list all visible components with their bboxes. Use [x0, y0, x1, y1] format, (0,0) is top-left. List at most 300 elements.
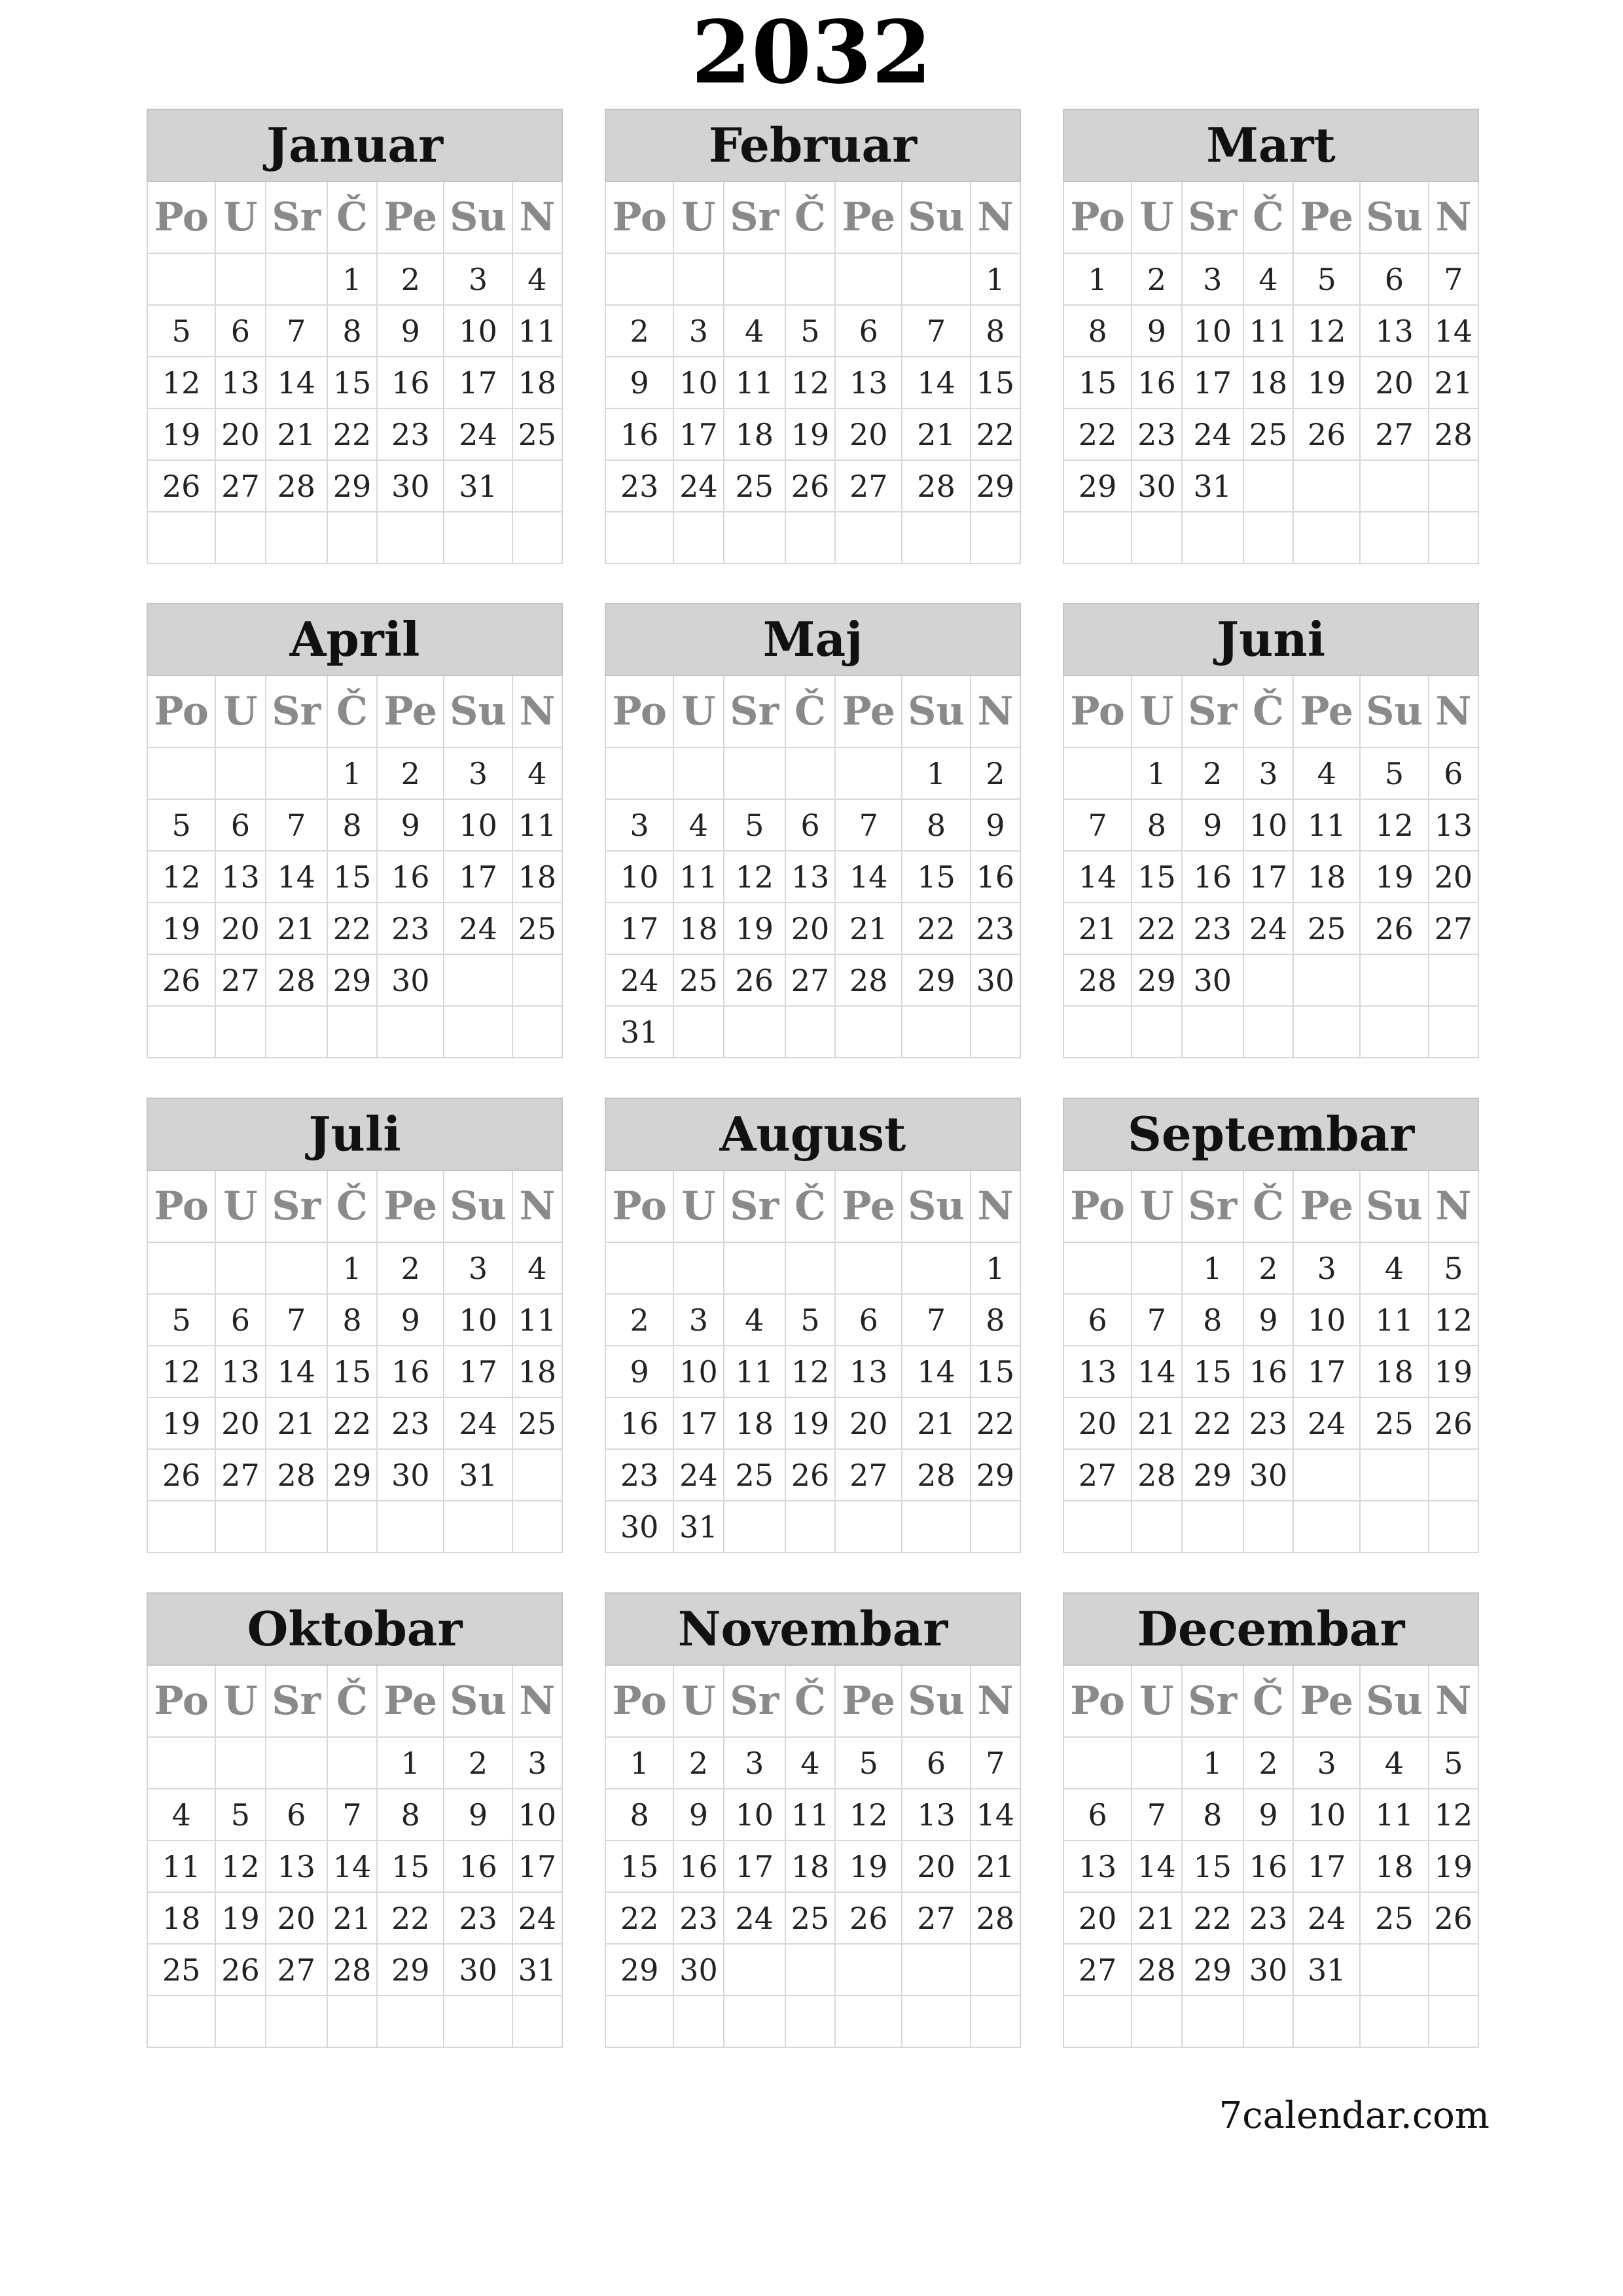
weekday-header: Su: [444, 1666, 512, 1737]
month-decembar: [1063, 1592, 1479, 2047]
empty-day-cell: [1243, 1996, 1293, 2047]
day-cell: 21: [1132, 1397, 1181, 1449]
day-cell: 3: [673, 305, 723, 357]
day-cell: 16: [444, 1840, 512, 1892]
day-cell: 31: [512, 1944, 562, 1996]
day-cell: 1: [1132, 747, 1181, 799]
day-cell: 11: [1360, 1294, 1428, 1346]
day-cell: 18: [1360, 1840, 1428, 1892]
day-cell: 25: [1243, 408, 1293, 460]
day-cell: 8: [1063, 305, 1132, 357]
day-cell: 28: [1132, 1944, 1181, 1996]
day-cell: 19: [1293, 357, 1360, 408]
week-row: [147, 1737, 562, 1789]
day-cell: 8: [377, 1789, 444, 1840]
empty-day-cell: [902, 1996, 970, 2047]
day-cell: 7: [902, 305, 970, 357]
day-cell: 11: [147, 1840, 215, 1892]
empty-day-cell: [512, 1501, 562, 1552]
day-cell: 31: [605, 1006, 673, 1058]
week-row: [605, 408, 1020, 460]
day-cell: 28: [266, 460, 327, 512]
weekday-header: Pe: [1293, 676, 1360, 747]
weekday-header: Su: [1360, 676, 1428, 747]
empty-day-cell: [444, 1996, 512, 2047]
weekday-header: N: [1429, 1666, 1478, 1737]
empty-day-cell: [1360, 1501, 1428, 1552]
day-cell: 9: [1132, 305, 1181, 357]
weekday-header: N: [1429, 676, 1478, 747]
week-row: [1063, 903, 1478, 954]
day-cell: 25: [1293, 903, 1360, 954]
weekday-header: Pe: [835, 676, 902, 747]
empty-day-cell: [512, 954, 562, 1006]
day-cell: 10: [673, 357, 723, 408]
day-cell: 15: [327, 357, 377, 408]
day-cell: 28: [902, 1449, 970, 1501]
empty-day-cell: [673, 1006, 723, 1058]
day-cell: 26: [215, 1944, 265, 1996]
day-cell: 4: [724, 305, 785, 357]
day-cell: 16: [1243, 1346, 1293, 1397]
day-cell: 21: [266, 1397, 327, 1449]
day-cell: 17: [673, 408, 723, 460]
day-cell: 15: [971, 357, 1020, 408]
day-cell: 26: [835, 1892, 902, 1944]
week-row: [1063, 1944, 1478, 1996]
day-cell: 23: [377, 1397, 444, 1449]
day-cell: 15: [327, 1346, 377, 1397]
day-cell: 31: [444, 1449, 512, 1501]
day-cell: 2: [1182, 747, 1243, 799]
day-cell: 20: [215, 408, 265, 460]
week-row: [605, 747, 1020, 799]
day-cell: 20: [902, 1840, 970, 1892]
empty-day-cell: [902, 1501, 970, 1552]
weekday-header: Pe: [835, 1171, 902, 1242]
day-cell: 26: [785, 460, 835, 512]
day-cell: 26: [785, 1449, 835, 1501]
empty-day-cell: [1243, 1501, 1293, 1552]
day-cell: 28: [266, 954, 327, 1006]
day-cell: 19: [1429, 1840, 1478, 1892]
week-row: [605, 1242, 1020, 1294]
weekday-header: Su: [1360, 182, 1428, 253]
week-row: [1063, 253, 1478, 305]
week-row: [147, 1294, 562, 1346]
empty-day-cell: [266, 1006, 327, 1058]
empty-day-cell: [215, 747, 265, 799]
empty-day-cell: [724, 1006, 785, 1058]
empty-day-cell: [785, 253, 835, 305]
day-cell: 18: [147, 1892, 215, 1944]
day-cell: 31: [1293, 1944, 1360, 1996]
empty-day-cell: [215, 1242, 265, 1294]
week-row: [605, 1449, 1020, 1501]
day-cell: 30: [444, 1944, 512, 1996]
week-row: [147, 1501, 562, 1552]
day-cell: 10: [444, 799, 512, 851]
empty-day-cell: [1360, 1449, 1428, 1501]
day-cell: 19: [785, 1397, 835, 1449]
day-cell: 13: [1360, 305, 1428, 357]
weekday-header: Č: [1243, 1666, 1293, 1737]
week-row: [147, 799, 562, 851]
day-cell: 5: [1429, 1242, 1478, 1294]
weekday-header: Su: [1360, 1171, 1428, 1242]
day-cell: 23: [605, 460, 673, 512]
day-cell: 28: [902, 460, 970, 512]
day-cell: 3: [444, 747, 512, 799]
day-cell: 15: [1063, 357, 1132, 408]
day-cell: 27: [785, 954, 835, 1006]
empty-day-cell: [835, 1944, 902, 1996]
day-cell: 22: [605, 1892, 673, 1944]
weekday-header: Po: [605, 182, 673, 253]
day-cell: 2: [971, 747, 1020, 799]
day-cell: 2: [377, 747, 444, 799]
week-row: [147, 460, 562, 512]
day-cell: 15: [1182, 1346, 1243, 1397]
week-row: [1063, 1397, 1478, 1449]
empty-day-cell: [673, 253, 723, 305]
day-cell: 5: [147, 305, 215, 357]
footer-site-link[interactable]: 7calendar.com: [1219, 2094, 1489, 2137]
empty-day-cell: [605, 747, 673, 799]
day-cell: 1: [971, 1242, 1020, 1294]
day-cell: 13: [835, 357, 902, 408]
day-cell: 21: [266, 408, 327, 460]
empty-day-cell: [1243, 1006, 1293, 1058]
weekday-header: Sr: [266, 676, 327, 747]
empty-day-cell: [673, 1996, 723, 2047]
month-day-grid: [605, 1171, 1021, 1553]
empty-day-cell: [1429, 1501, 1478, 1552]
weekday-header: N: [512, 182, 562, 253]
day-cell: 5: [1293, 253, 1360, 305]
week-row: [605, 1006, 1020, 1058]
day-cell: 28: [327, 1944, 377, 1996]
day-cell: 26: [724, 954, 785, 1006]
day-cell: 19: [147, 1397, 215, 1449]
empty-day-cell: [377, 1996, 444, 2047]
day-cell: 31: [444, 460, 512, 512]
empty-day-cell: [512, 1449, 562, 1501]
weekday-header: N: [971, 676, 1020, 747]
empty-day-cell: [327, 1996, 377, 2047]
empty-day-cell: [1063, 1737, 1132, 1789]
empty-day-cell: [785, 1944, 835, 1996]
month-day-grid: [147, 1171, 563, 1553]
empty-day-cell: [724, 747, 785, 799]
day-cell: 8: [971, 305, 1020, 357]
day-cell: 22: [1182, 1397, 1243, 1449]
empty-day-cell: [512, 1006, 562, 1058]
week-row: [1063, 1294, 1478, 1346]
week-row: [147, 1789, 562, 1840]
day-cell: 20: [835, 1397, 902, 1449]
day-cell: 27: [1429, 903, 1478, 954]
empty-day-cell: [1132, 1996, 1181, 2047]
day-cell: 30: [1243, 1449, 1293, 1501]
week-row: [147, 512, 562, 564]
day-cell: 7: [266, 1294, 327, 1346]
week-row: [1063, 1892, 1478, 1944]
week-row: [1063, 1789, 1478, 1840]
day-cell: 23: [1243, 1397, 1293, 1449]
day-cell: 28: [1429, 408, 1478, 460]
month-name: April: [147, 603, 563, 676]
empty-day-cell: [1293, 954, 1360, 1006]
empty-day-cell: [444, 1006, 512, 1058]
empty-day-cell: [1243, 954, 1293, 1006]
empty-day-cell: [724, 512, 785, 564]
week-row: [605, 1346, 1020, 1397]
day-cell: 23: [444, 1892, 512, 1944]
day-cell: 9: [377, 799, 444, 851]
day-cell: 24: [1182, 408, 1243, 460]
day-cell: 13: [902, 1789, 970, 1840]
empty-day-cell: [902, 1006, 970, 1058]
empty-day-cell: [215, 1996, 265, 2047]
weekday-header: U: [215, 676, 265, 747]
day-cell: 11: [512, 305, 562, 357]
day-cell: 22: [327, 408, 377, 460]
day-cell: 22: [1132, 903, 1181, 954]
day-cell: 12: [785, 1346, 835, 1397]
day-cell: 28: [1063, 954, 1132, 1006]
day-cell: 18: [724, 408, 785, 460]
weekday-header: Č: [327, 1666, 377, 1737]
week-row: [147, 1892, 562, 1944]
day-cell: 17: [605, 903, 673, 954]
day-cell: 8: [1182, 1294, 1243, 1346]
day-cell: 8: [902, 799, 970, 851]
day-cell: 12: [147, 851, 215, 903]
day-cell: 15: [377, 1840, 444, 1892]
empty-day-cell: [1360, 1996, 1428, 2047]
weekday-header: Č: [327, 676, 377, 747]
day-cell: 27: [1063, 1944, 1132, 1996]
day-cell: 12: [1429, 1789, 1478, 1840]
day-cell: 23: [377, 903, 444, 954]
day-cell: 17: [444, 1346, 512, 1397]
week-row: [147, 357, 562, 408]
day-cell: 6: [835, 1294, 902, 1346]
day-cell: 5: [1429, 1737, 1478, 1789]
month-juni: [1063, 603, 1479, 1057]
week-row: [605, 1294, 1020, 1346]
day-cell: 14: [1132, 1346, 1181, 1397]
day-cell: 23: [605, 1449, 673, 1501]
day-cell: 18: [673, 903, 723, 954]
day-cell: 9: [377, 305, 444, 357]
weekday-header: Po: [1063, 1666, 1132, 1737]
day-cell: 3: [1243, 747, 1293, 799]
day-cell: 18: [1243, 357, 1293, 408]
day-cell: 19: [835, 1840, 902, 1892]
week-row: [147, 851, 562, 903]
day-cell: 24: [512, 1892, 562, 1944]
week-row: [147, 1346, 562, 1397]
day-cell: 21: [266, 903, 327, 954]
day-cell: 26: [1429, 1397, 1478, 1449]
empty-day-cell: [1132, 1737, 1181, 1789]
day-cell: 1: [327, 1242, 377, 1294]
week-row: [605, 512, 1020, 564]
day-cell: 1: [327, 253, 377, 305]
week-row: [1063, 408, 1478, 460]
day-cell: 9: [1182, 799, 1243, 851]
empty-day-cell: [327, 1501, 377, 1552]
weekday-header: Sr: [724, 676, 785, 747]
day-cell: 8: [327, 799, 377, 851]
week-row: [1063, 1996, 1478, 2047]
day-cell: 30: [971, 954, 1020, 1006]
empty-day-cell: [147, 253, 215, 305]
month-day-grid: [147, 1666, 563, 2048]
day-cell: 9: [971, 799, 1020, 851]
weekday-header: N: [971, 1666, 1020, 1737]
day-cell: 9: [605, 1346, 673, 1397]
day-cell: 4: [1293, 747, 1360, 799]
empty-day-cell: [1293, 512, 1360, 564]
day-cell: 11: [1293, 799, 1360, 851]
empty-day-cell: [1182, 1006, 1243, 1058]
empty-day-cell: [835, 253, 902, 305]
day-cell: 28: [266, 1449, 327, 1501]
day-cell: 2: [673, 1737, 723, 1789]
day-cell: 24: [673, 1449, 723, 1501]
empty-day-cell: [1063, 747, 1132, 799]
weekday-header: Po: [1063, 182, 1132, 253]
day-cell: 2: [1243, 1242, 1293, 1294]
month-name: Januar: [147, 109, 563, 182]
empty-day-cell: [902, 253, 970, 305]
weekday-header: N: [512, 1171, 562, 1242]
empty-day-cell: [1182, 512, 1243, 564]
month-name: Juli: [147, 1098, 563, 1171]
empty-day-cell: [512, 460, 562, 512]
empty-day-cell: [835, 1006, 902, 1058]
day-cell: 1: [377, 1737, 444, 1789]
day-cell: 8: [1182, 1789, 1243, 1840]
day-cell: 14: [1063, 851, 1132, 903]
weekday-header: Č: [785, 182, 835, 253]
month-januar: [147, 109, 563, 563]
week-row: [605, 1996, 1020, 2047]
empty-day-cell: [266, 512, 327, 564]
weekday-header: Pe: [377, 1666, 444, 1737]
day-cell: 6: [215, 1294, 265, 1346]
day-cell: 4: [1360, 1737, 1428, 1789]
day-cell: 18: [785, 1840, 835, 1892]
day-cell: 16: [673, 1840, 723, 1892]
day-cell: 11: [512, 799, 562, 851]
day-cell: 23: [1182, 903, 1243, 954]
empty-day-cell: [215, 1501, 265, 1552]
empty-day-cell: [1293, 1996, 1360, 2047]
empty-day-cell: [605, 253, 673, 305]
week-row: [147, 1944, 562, 1996]
day-cell: 25: [1360, 1892, 1428, 1944]
day-cell: 7: [971, 1737, 1020, 1789]
day-cell: 4: [724, 1294, 785, 1346]
day-cell: 18: [512, 851, 562, 903]
day-cell: 2: [605, 1294, 673, 1346]
day-cell: 4: [785, 1737, 835, 1789]
day-cell: 24: [1243, 903, 1293, 954]
day-cell: 12: [147, 1346, 215, 1397]
week-row: [147, 954, 562, 1006]
day-cell: 27: [1360, 408, 1428, 460]
empty-day-cell: [971, 512, 1020, 564]
day-cell: 7: [902, 1294, 970, 1346]
empty-day-cell: [1063, 1242, 1132, 1294]
day-cell: 14: [266, 1346, 327, 1397]
day-cell: 5: [835, 1737, 902, 1789]
day-cell: 22: [971, 1397, 1020, 1449]
week-row: [605, 799, 1020, 851]
day-cell: 3: [512, 1737, 562, 1789]
day-cell: 30: [377, 954, 444, 1006]
day-cell: 16: [1243, 1840, 1293, 1892]
day-cell: 23: [971, 903, 1020, 954]
day-cell: 13: [1063, 1840, 1132, 1892]
day-cell: 3: [1293, 1737, 1360, 1789]
month-name: Juni: [1063, 603, 1479, 676]
day-cell: 14: [1429, 305, 1478, 357]
day-cell: 14: [1132, 1840, 1181, 1892]
weekday-header: Po: [605, 1171, 673, 1242]
day-cell: 17: [1293, 1346, 1360, 1397]
empty-day-cell: [902, 1242, 970, 1294]
day-cell: 31: [1182, 460, 1243, 512]
day-cell: 1: [1063, 253, 1132, 305]
day-cell: 30: [605, 1501, 673, 1552]
day-cell: 22: [971, 408, 1020, 460]
day-cell: 20: [215, 903, 265, 954]
day-cell: 13: [215, 357, 265, 408]
empty-day-cell: [724, 1501, 785, 1552]
day-cell: 11: [785, 1789, 835, 1840]
day-cell: 17: [444, 851, 512, 903]
week-row: [605, 253, 1020, 305]
empty-day-cell: [605, 512, 673, 564]
day-cell: 20: [1429, 851, 1478, 903]
day-cell: 24: [444, 903, 512, 954]
week-row: [1063, 1449, 1478, 1501]
empty-day-cell: [512, 512, 562, 564]
empty-day-cell: [266, 1996, 327, 2047]
day-cell: 4: [512, 1242, 562, 1294]
day-cell: 29: [327, 460, 377, 512]
empty-day-cell: [605, 1242, 673, 1294]
empty-day-cell: [377, 512, 444, 564]
week-row: [147, 1006, 562, 1058]
day-cell: 23: [377, 408, 444, 460]
week-row: [147, 903, 562, 954]
day-cell: 4: [1243, 253, 1293, 305]
day-cell: 23: [673, 1892, 723, 1944]
week-row: [605, 357, 1020, 408]
day-cell: 13: [1429, 799, 1478, 851]
week-row: [1063, 1346, 1478, 1397]
day-cell: 10: [1243, 799, 1293, 851]
weekday-header: U: [1132, 1171, 1181, 1242]
empty-day-cell: [1293, 460, 1360, 512]
day-cell: 6: [1063, 1294, 1132, 1346]
